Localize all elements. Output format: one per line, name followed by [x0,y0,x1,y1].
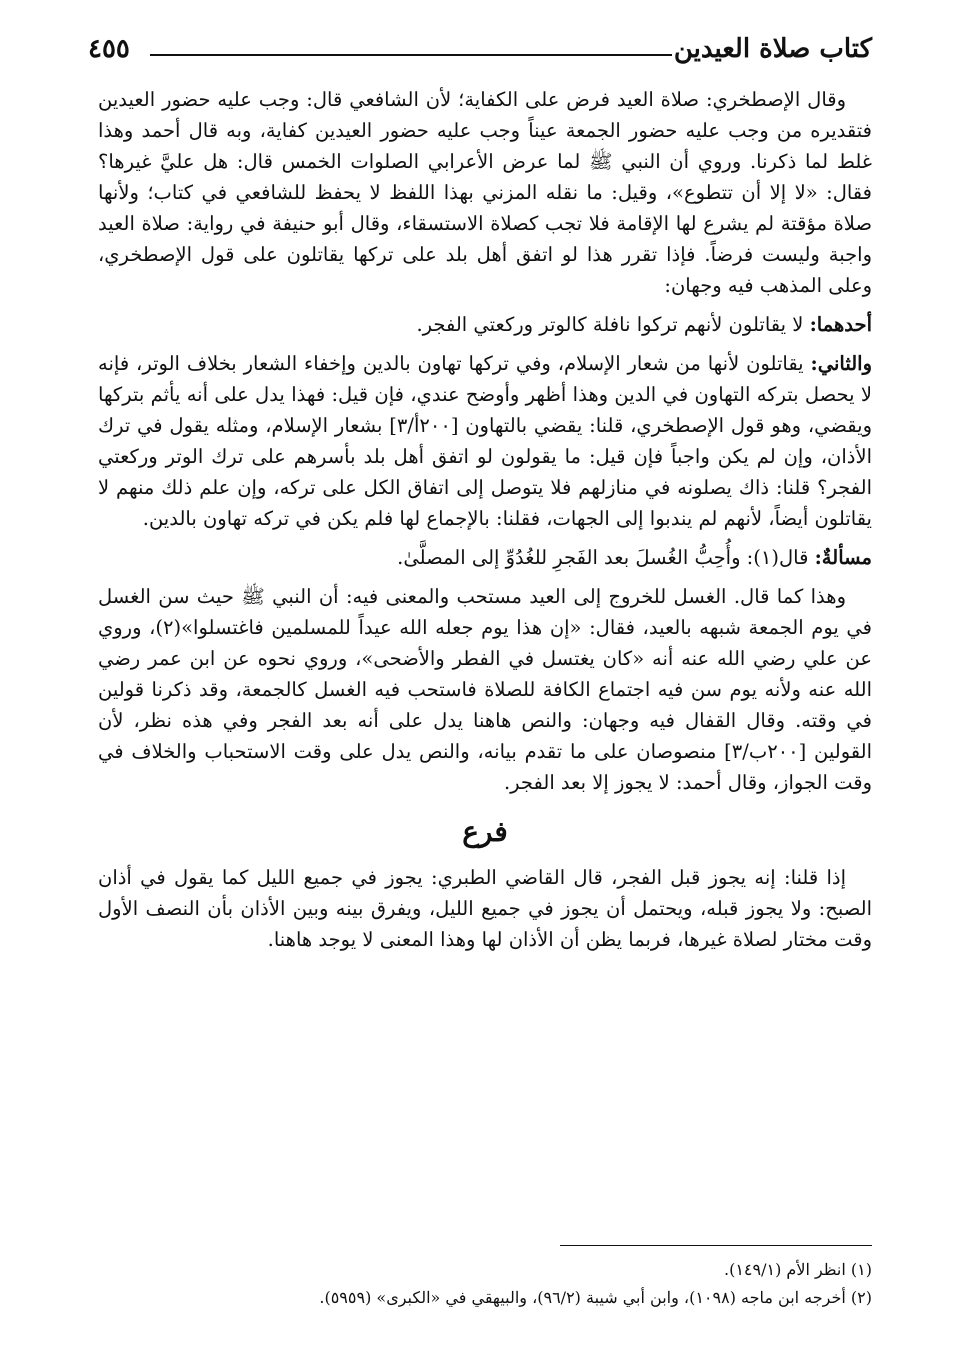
paragraph-istakhri: وقال الإصطخري: صلاة العيد فرض على الكفاية؛ لأن الشافعي قال: وجب عليه حضور العيدين فتقديره من وجب عليه حضور الجمعة عيناً وجب عليه حضور العيدين كفاية، وبه قال أحمد وهذا غلط لما ذكرنا. وروي أن النبي ﷺ لما عرض الأعرابي الصلوات الخمس قال: هل عليَّ غيرها؟ فقال: «لا إلا أن تتطوع»، وقيل: ما نقله المزني بهذا اللفظ لا يحفظ للشافعي في كتاب؛ ولأنها صلاة مؤقتة لم يشرع لها الإقامة فلا تجب كصلاة الاستسقاء، وقال أبو حنيفة في رواية: صلاة العيد واجبة وليست فرضاً. فإذا تقرر هذا لو اتفق أهل بلد على تركها يقاتلون على قول الإصطخري، وعلى المذهب فيه وجهان: [98,88,872,297]
footnote-item: (١) انظر الأم (١٤٩/١). [723,1260,872,1279]
footnote-item: (٢) أخرجه ابن ماجه (١٠٩٨)، وابن أبي شيبة (٩٦/٢)، والبيهقي في «الكبرى» (٥٩٥٩). [319,1288,872,1307]
footnote-rule [560,1245,872,1246]
footnotes [98,1256,872,1312]
page-body [98,84,872,963]
second-opinion-text: يقاتلون لأنها من شعار الإسلام، وفي تركها تهاون بالدين وإخفاء الشعار بخلاف الوتر، فإنه لا يحصل بتركه التهاون في الدين وهذا أظهر وأوضح عندي، فإن قيل: فهذا يدل على أنه يأثم بتركها ويقضي، وهو قول الإصطخري، قلنا: يقضي بالتهاون [٢٠٠أ/٣] بشعار الإسلام، ومثله يقول في ترك الأذان، وإن لم يكن واجباً فإن قيل: ما يقولون لو اتفق أهل بلد بأسرهم على ترك الوتر وركعتي الفجر؟ قلنا: ذاك يصلونه في منازلهم فلا يتوصل إلى اتفاق الكل على تركه، وإن علم ذلك منهم لا يقاتلون أيضاً، لأنهم لم يندبوا إلى الجهات، فقلنا: بالإجماع لها فلم يكن في تركه تهاون بالدين. [98,352,873,530]
page-number: ٤٥٥ [88,34,130,64]
paragraph-second-opinion [98,348,872,534]
paragraph-ghusl: وهذا كما قال. الغسل للخروج إلى العيد مستحب والمعنى فيه: أن النبي ﷺ حيث سن الغسل في يوم الجمعة شبهه بالعيد، فقال: «إن هذا يوم جعله الله عيداً للمسلمين فاغتسلوا»(٢)، وروي عن علي رضي الله عنه أنه «كان يغتسل في الفطر والأضحى»، وروي نحوه عن ابن عمر رضي الله عنه ولأنه يوم سن فيه اجتماع الكافة للصلاة فاستحب فيه الغسل كالجمعة، وقد ذكرنا قولين في وقته. وقال القفال فيه وجهان: والنص هاهنا يدل على أنه بعد الفجر وفي هذه نظر، لأن القولين [٢٠٠ب/٣] منصوصان على ما تقدم بيانه، والنص يدل على وقت الاستحباب والخلاف في وقت الجواز، وقال أحمد: لا يجوز إلا بعد الفجر. [98,585,872,794]
first-opinion-label: أحدهما: [809,313,872,336]
page-header [88,30,872,70]
paragraph-far: إذا قلنا: إنه يجوز قبل الفجر، قال القاضي الطبري: يجوز في جميع الليل كما يقول في أذان الصبح: ولا يجوز قبله، ويحتمل أن يجوز في جميع الليل، ويفرق بينه وبين الأذان بأن النصف الأول وقت مختار لصلاة غيرها، فربما يظن أن الأذان لها وهذا المعنى لا يوجد هاهنا. [98,866,872,951]
header-rule [150,54,672,56]
section-heading: فرع [462,815,508,848]
paragraph-masala [98,542,872,573]
first-opinion-text: لا يقاتلون لأنهم تركوا نافلة كالوتر وركعتي الفجر. [416,313,804,336]
masala-label: مسألةٌ: [814,546,872,569]
masala-text: قال(١): وأُحِبُّ الغُسلَ بعد الفَجرِ للغُدُوِّ إلى المصلَّىٰ. [397,546,809,569]
running-title: كتاب صلاة العيدين [673,34,872,64]
paragraph-first-opinion [98,309,872,340]
second-opinion-label: والثاني: [810,352,872,375]
